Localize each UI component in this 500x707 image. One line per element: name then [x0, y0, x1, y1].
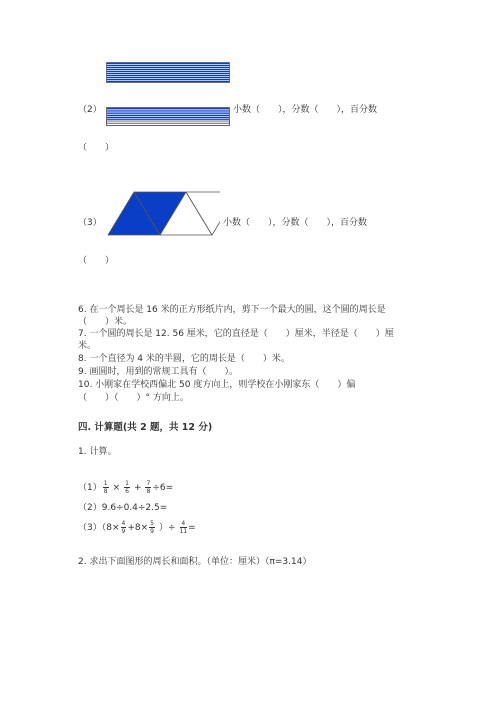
question-2-continuation: （ ） [78, 143, 115, 153]
section-4-heading: 四. 计算题(共 2 题，共 12 分) [78, 422, 213, 433]
question-2-number: （2） [78, 105, 102, 115]
question-9: 9. 画圆时，用到的常规工具有（ ）。 [78, 367, 238, 377]
calc-2: （2）9.6÷0.4÷2.5= [78, 503, 168, 513]
shaded-band [107, 71, 230, 73]
fraction: $\frac{4}{11}$ [179, 520, 188, 535]
fraction: $\frac{1}{8}$ [103, 480, 108, 495]
shaded-band [107, 77, 230, 79]
question-6-line-1: 6. 在一个周长是 16 米的正方形纸片内，剪下一个最大的圆，这个圆的周长是 [78, 305, 386, 315]
operator: × [112, 482, 121, 493]
fraction: $\frac{4}{9}$ [121, 520, 126, 535]
fraction: $\frac{5}{9}$ [150, 520, 154, 535]
calc-3 [78, 520, 196, 535]
shaded-band [107, 79, 230, 81]
section-4-item-1: 1. 计算。 [78, 447, 117, 457]
question-6-line-2: （ ）米。 [78, 317, 133, 327]
fraction: $\frac{7}{8}$ [146, 480, 151, 495]
question-3-number: （3） [78, 218, 102, 228]
section-4-item-2: 2. 求出下面图形的周长和面积。（单位：厘米）（π=3.14） [78, 557, 312, 567]
shaded-band [107, 75, 230, 77]
calc-3-close: ）÷ [158, 522, 176, 533]
fill-bar-full [106, 62, 230, 84]
calc-3-mid: +8× [127, 522, 149, 533]
shaded-band [107, 67, 230, 69]
question-3-continuation: （ ） [78, 256, 115, 266]
calc-1-tail: ÷6= [152, 482, 174, 493]
question-3-text: 小数（ ），分数（ ），百分数 [223, 218, 368, 228]
fraction: $\frac{1}{6}$ [125, 480, 129, 495]
triangle-strip [106, 190, 220, 237]
question-10-line-2: （ ）（ ）° 方向上。 [78, 393, 189, 403]
calc-3-label: （3）（8× [78, 522, 120, 533]
calc-1 [78, 480, 173, 495]
shaded-band [107, 73, 230, 75]
calc-3-tail: = [188, 522, 196, 533]
calc-1-label: （1） [78, 482, 102, 493]
question-7-line-2: 米。 [78, 341, 97, 351]
question-2-text: 小数（ ），分数（ ），百分数 [233, 105, 378, 115]
question-7-line-1: 7. 一个圆的周长是 12. 56 厘米，它的直径是（ ）厘米，半径是（ ）厘 [78, 329, 394, 339]
question-10-line-1: 10. 小刚家在学校西偏北 50 度方向上，则学校在小刚家东（ ）偏 [78, 380, 356, 390]
shaded-band [107, 69, 230, 71]
question-8: 8. 一个直径为 4 米的半圆，它的周长是（ ）米。 [78, 354, 290, 364]
operator: + [133, 482, 142, 493]
fill-bar-partial [106, 107, 230, 127]
shaded-band [107, 65, 230, 67]
